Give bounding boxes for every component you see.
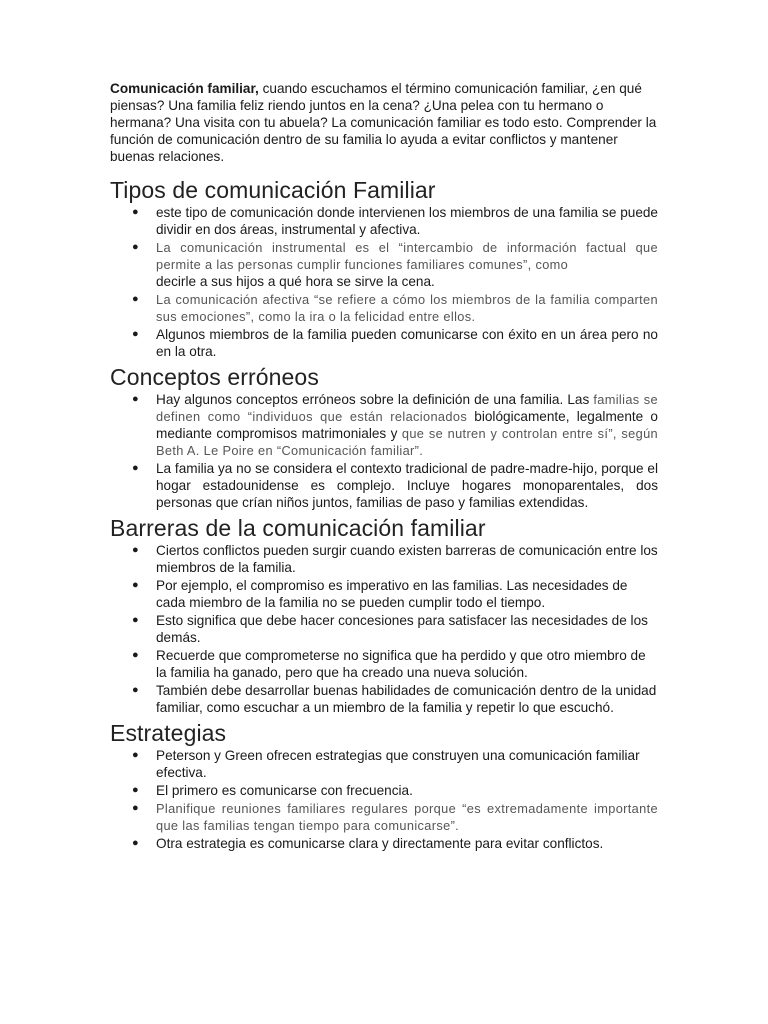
list-item xyxy=(110,239,658,290)
list-item-text: El primero es comunicarse con frecuencia. xyxy=(156,783,413,798)
list-item xyxy=(110,204,658,238)
list-item xyxy=(110,542,658,576)
bullet-icon: ● xyxy=(132,614,139,626)
bullet-icon: ● xyxy=(132,544,139,556)
bullet-icon: ● xyxy=(132,241,139,253)
heading-conceptos: Conceptos erróneos xyxy=(110,364,319,390)
list-item-text-continued: decirle a sus hijos a qué hora se sirve la cena. xyxy=(156,274,435,289)
list-item-text: La comunicación afectiva “se refiere a cómo los miembros de la familia comparten sus emociones”, como la ira o la felicidad entre ellos. xyxy=(156,292,658,324)
list-item-text: Peterson y Green ofrecen estrategias que construyen una comunicación familiar efectiva. xyxy=(156,748,640,780)
list-tipos xyxy=(110,204,658,360)
list-item-text-light: que se nutren y controlan entre sí”, según Beth A. Le Poire en “Comunicación familiar”. xyxy=(156,426,659,458)
list-item xyxy=(110,326,658,360)
list-barreras xyxy=(110,542,658,716)
bullet-icon: ● xyxy=(132,784,139,796)
bullet-icon: ● xyxy=(132,328,139,340)
list-item-text: este tipo de comunicación donde intervienen los miembros de una familia se puede dividir en dos áreas, instrumental y afectiva. xyxy=(156,205,658,237)
list-item-text: También debe desarrollar buenas habilidades de comunicación dentro de la unidad familiar, como escuchar a un miembro de la familia y repetir lo que escuchó. xyxy=(156,683,657,715)
bullet-icon: ● xyxy=(132,579,139,591)
list-item-text: La comunicación instrumental es el “intercambio de información factual que permite a las personas cumplir funciones familiares comunes”, como xyxy=(156,240,658,272)
list-item-text: Otra estrategia es comunicarse clara y directamente para evitar conflictos. xyxy=(156,836,604,851)
list-item xyxy=(110,835,658,852)
list-item-text: Esto significa que debe hacer concesiones para satisfacer las necesidades de los demás. xyxy=(156,613,648,645)
list-item xyxy=(110,391,658,459)
intro-text: cuando escuchamos el término comunicación familiar, ¿en qué piensas? Una familia feliz riendo juntos en la cena? ¿Una pelea con tu hermano o hermana? Una visita con tu abuela? La comunicación familiar es todo esto. Comprender la función de comunicación dentro de su familia lo ayuda a evitar conflictos y mantener buenas relaciones. xyxy=(110,81,657,164)
list-estrategias xyxy=(110,747,658,852)
list-item xyxy=(110,647,658,681)
list-item-text-continued: biológicamente, legalmente o mediante compromisos matrimoniales y xyxy=(156,409,658,441)
heading-tipos: Tipos de comunicación Familiar xyxy=(110,177,436,203)
list-item-text: Planifique reuniones familiares regulares porque “es extremadamente importante que las familias tengan tiempo para comunicarse”. xyxy=(156,801,658,833)
list-item xyxy=(110,612,658,646)
bullet-icon: ● xyxy=(132,462,139,474)
list-conceptos xyxy=(110,391,658,511)
heading-barreras: Barreras de la comunicación familiar xyxy=(110,515,486,541)
bullet-icon: ● xyxy=(132,749,139,761)
list-item-text-light: familias se definen como “individuos que están relacionados xyxy=(156,392,658,424)
list-item-text: Hay algunos conceptos erróneos sobre la definición de una familia. Las xyxy=(156,392,590,407)
bullet-icon: ● xyxy=(132,802,139,814)
bullet-icon: ● xyxy=(132,206,139,218)
list-item-text: La familia ya no se considera el contexto tradicional de padre-madre-hijo, porque el hogar estadounidense es complejo. Incluye hogares monoparentales, dos personas que crían niños juntos, familias de paso y familias extendidas. xyxy=(156,461,658,510)
list-item-text: Recuerde que comprometerse no significa que ha perdido y que otro miembro de la familia ha ganado, pero que ha creado una nueva solución. xyxy=(156,648,646,680)
list-item xyxy=(110,577,658,611)
bullet-icon: ● xyxy=(132,649,139,661)
bullet-icon: ● xyxy=(132,684,139,696)
bullet-icon: ● xyxy=(132,293,139,305)
document-page xyxy=(110,80,658,853)
list-item xyxy=(110,782,658,799)
heading-estrategias: Estrategias xyxy=(110,720,227,746)
list-item-text: Por ejemplo, el compromiso es imperativo en las familias. Las necesidades de cada miembro de la familia no se pueden cumplir todo el tiempo. xyxy=(156,578,628,610)
list-item xyxy=(110,682,658,716)
list-item xyxy=(110,291,658,325)
intro-bold-lead: Comunicación familiar, xyxy=(110,81,259,96)
bullet-icon: ● xyxy=(132,837,139,849)
list-item-text: Ciertos conflictos pueden surgir cuando existen barreras de comunicación entre los miembros de la familia. xyxy=(156,543,658,575)
list-item xyxy=(110,747,658,781)
bullet-icon: ● xyxy=(132,393,139,405)
list-item xyxy=(110,800,658,834)
list-item xyxy=(110,460,658,511)
list-item-text: Algunos miembros de la familia pueden comunicarse con éxito en un área pero no en la otra. xyxy=(156,327,658,359)
intro-paragraph xyxy=(110,80,658,165)
